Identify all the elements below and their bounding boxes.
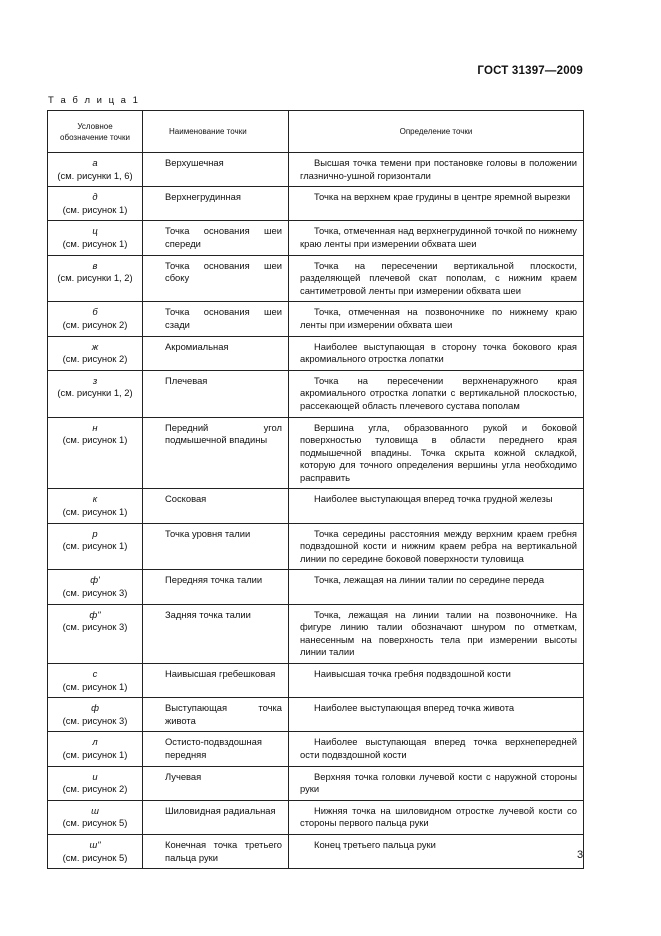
table-row	[48, 604, 584, 663]
point-symbol-cell	[48, 370, 143, 417]
column-header-name: Наименование точки	[143, 111, 289, 153]
table-row	[48, 187, 584, 221]
table-row	[48, 698, 584, 732]
point-definition: Точка, отмеченная над верхнегрудинной точкой по нижнему краю ленты при измерении обхвата шеи	[289, 221, 584, 255]
table-row	[48, 570, 584, 604]
point-symbol: ф"	[89, 608, 101, 620]
point-symbol-cell	[48, 302, 143, 336]
figure-reference: (см. рисунок 2)	[62, 318, 128, 330]
table-row	[48, 255, 584, 302]
point-name: Точка основания шеи сбоку	[143, 255, 289, 302]
figure-reference: (см. рисунок 2)	[62, 783, 128, 795]
point-symbol: р	[92, 527, 98, 539]
point-symbol: к	[92, 493, 98, 505]
point-symbol-cell	[48, 604, 143, 663]
point-symbol: в	[92, 259, 98, 271]
table-row	[48, 489, 584, 523]
column-header-symbol: Условное обозначение точки	[48, 111, 143, 153]
point-definition: Точка, лежащая на линии талии по середине переда	[289, 570, 584, 604]
table-row	[48, 336, 584, 370]
table-row	[48, 370, 584, 417]
point-symbol: и	[92, 770, 98, 782]
figure-reference: (см. рисунки 1, 2)	[57, 387, 133, 399]
point-symbol-cell	[48, 732, 143, 766]
point-name: Наивысшая гребешковая	[143, 664, 289, 698]
point-definition: Наиболее выступающая вперед точка верхнепередней ости подвздошной кости	[289, 732, 584, 766]
point-symbol: а	[92, 157, 98, 168]
point-symbol-cell	[48, 153, 143, 187]
table-row	[48, 732, 584, 766]
point-name: Лучевая	[143, 766, 289, 800]
point-symbol: б	[92, 306, 98, 318]
figure-reference: (см. рисунки 1, 6)	[57, 169, 133, 181]
anthropometric-points-table	[47, 110, 584, 869]
table-header-row	[48, 111, 584, 153]
figure-reference: (см. рисунок 3)	[62, 714, 128, 726]
point-definition: Точка на пересечении верхненаружного края акромиального отростка лопатки с вертикальной плоскостью, рассекающей область плечевого сустава пополам	[289, 370, 584, 417]
table-row	[48, 800, 584, 834]
figure-reference: (см. рисунок 1)	[62, 506, 128, 518]
table-row	[48, 664, 584, 698]
point-name: Точка основания шеи сзади	[143, 302, 289, 336]
point-symbol: н	[92, 421, 98, 433]
figure-reference: (см. рисунок 1)	[62, 680, 128, 692]
point-definition: Наиболее выступающая в сторону точка бокового края акромиального отростка лопатки	[289, 336, 584, 370]
point-symbol: с	[92, 668, 98, 679]
point-symbol-cell	[48, 698, 143, 732]
point-symbol-cell	[48, 336, 143, 370]
figure-reference: (см. рисунок 2)	[62, 353, 128, 365]
point-name: Точка основания шеи спереди	[143, 221, 289, 255]
point-name: Выступающая точка живота	[143, 698, 289, 732]
figure-reference: (см. рисунок 1)	[62, 748, 128, 760]
point-symbol: з	[92, 374, 98, 386]
point-definition: Наиболее выступающая вперед точка живота	[289, 698, 584, 732]
figure-reference: (см. рисунки 1, 2)	[57, 272, 133, 284]
point-name: Акромиальная	[143, 336, 289, 370]
point-symbol-cell	[48, 489, 143, 523]
table-row	[48, 766, 584, 800]
point-symbol-cell	[48, 221, 143, 255]
point-symbol: ц	[92, 225, 98, 237]
point-symbol-cell	[48, 664, 143, 698]
table-caption: Т а б л и ц а 1	[48, 95, 140, 106]
point-symbol-cell	[48, 570, 143, 604]
point-symbol-cell	[48, 523, 143, 570]
point-definition: Вершина угла, образованного рукой и боковой поверхностью туловища в области переднего края подмышечной впадины. Точка скрыта кожной складкой, которую для точного определения вершины угла необходимо расправить	[289, 417, 584, 489]
point-name: Задняя точка талии	[143, 604, 289, 663]
point-symbol-cell	[48, 187, 143, 221]
figure-reference: (см. рисунок 1)	[62, 540, 128, 552]
point-symbol: ф	[91, 702, 99, 714]
point-definition: Наивысшая точка гребня подвздошной кости	[289, 664, 584, 698]
figure-reference: (см. рисунок 1)	[62, 237, 128, 249]
point-definition: Наиболее выступающая вперед точка грудной железы	[289, 489, 584, 523]
point-symbol: ф'	[90, 574, 100, 586]
figure-reference: (см. рисунок 5)	[62, 851, 128, 863]
point-name: Передний угол подмышечной впадины	[143, 417, 289, 489]
page-number: 3	[577, 849, 584, 861]
point-definition: Точка, лежащая на линии талии на позвоночнике. На фигуре линию талии обозначают шнуром по отметкам, нанесенным на поверхность тела при измерении высоты линии талии	[289, 604, 584, 663]
table-row	[48, 153, 584, 187]
point-name: Шиловидная радиальная	[143, 800, 289, 834]
point-name: Передняя точка талии	[143, 570, 289, 604]
point-name: Верхушечная	[143, 153, 289, 187]
point-name: Верхнегрудинная	[143, 187, 289, 221]
point-symbol: ж	[91, 340, 99, 352]
table-row	[48, 417, 584, 489]
point-symbol: д	[92, 191, 98, 203]
point-symbol-cell	[48, 255, 143, 302]
point-name: Конечная точка третьего пальца руки	[143, 834, 289, 868]
point-name: Точка уровня талии	[143, 523, 289, 570]
figure-reference: (см. рисунок 3)	[62, 587, 128, 599]
point-symbol: ш"	[89, 838, 101, 850]
point-definition: Конец третьего пальца руки	[289, 834, 584, 868]
point-definition: Верхняя точка головки лучевой кости с наружной стороны руки	[289, 766, 584, 800]
table-row	[48, 302, 584, 336]
point-symbol: л	[92, 736, 98, 748]
figure-reference: (см. рисунок 3)	[62, 621, 128, 633]
point-definition: Нижняя точка на шиловидном отростке лучевой кости со стороны первого пальца руки	[289, 800, 584, 834]
point-definition: Точка середины расстояния между верхним краем гребня подвздошной кости и нижним краем ребра на вертикальной линии по середине боковой поверхности туловища	[289, 523, 584, 570]
point-symbol-cell	[48, 766, 143, 800]
point-name: Остисто-подвздошная передняя	[143, 732, 289, 766]
figure-reference: (см. рисунок 1)	[62, 434, 128, 446]
standard-number: ГОСТ 31397—2009	[477, 65, 583, 77]
point-definition: Высшая точка темени при постановке головы в положении глазнично-ушной горизонтали	[289, 153, 584, 187]
point-definition: Точка, отмеченная на позвоночнике по нижнему краю ленты при измерении обхвата шеи	[289, 302, 584, 336]
figure-reference: (см. рисунок 5)	[62, 817, 128, 829]
point-symbol-cell	[48, 417, 143, 489]
point-name: Сосковая	[143, 489, 289, 523]
point-definition: Точка на верхнем крае грудины в центре яремной вырезки	[289, 187, 584, 221]
point-name: Плечевая	[143, 370, 289, 417]
table-row	[48, 221, 584, 255]
point-symbol-cell	[48, 834, 143, 868]
point-symbol: ш	[91, 804, 99, 816]
table-row	[48, 523, 584, 570]
point-symbol-cell	[48, 800, 143, 834]
figure-reference: (см. рисунок 1)	[62, 203, 128, 215]
point-definition: Точка на пересечении вертикальной плоскости, разделяющей плечевой скат пополам, с нижним краем сантиметровой ленты при измерении обхвата шеи	[289, 255, 584, 302]
table-row	[48, 834, 584, 868]
column-header-definition: Определение точки	[289, 111, 584, 153]
